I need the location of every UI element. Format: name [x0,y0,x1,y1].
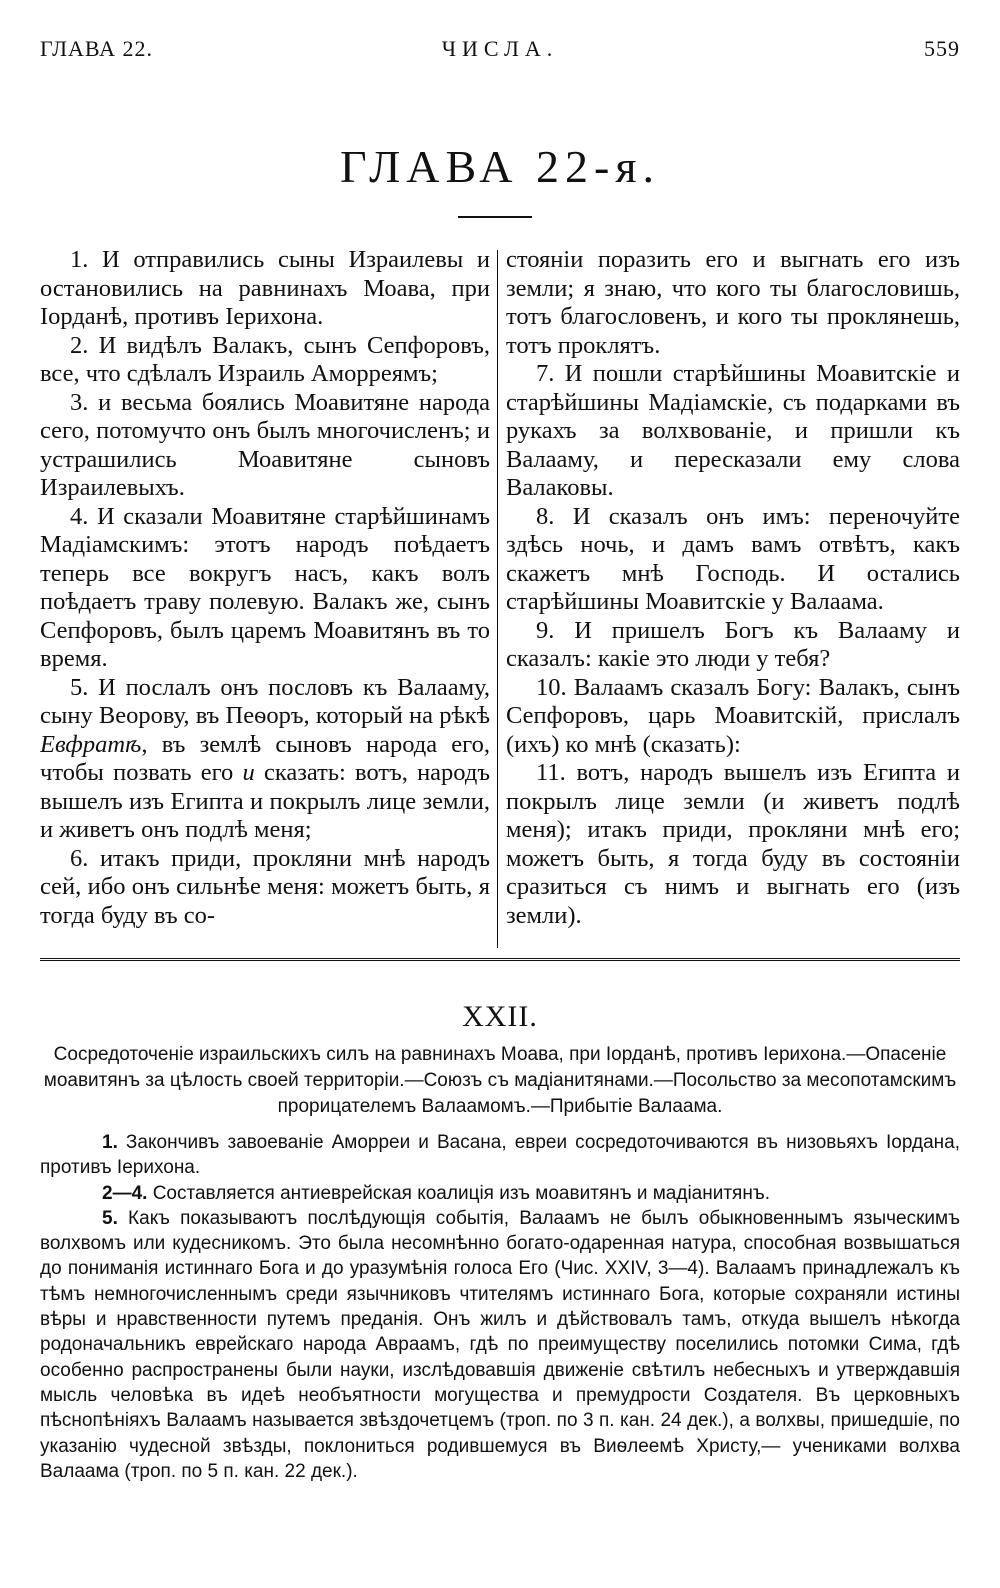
bible-text-columns [40,246,960,948]
verse-text: И пошли старѣйшины Моавитскіе и старѣйшины Мадіамскіе, съ подарками въ рукахъ за волхвованіе, и пришли къ Валааму, и пересказали ему слова Валаковы. [506,360,960,501]
verse-number: 3. [70,388,89,416]
verse [506,674,960,760]
commentary-summary: Сосредоточеніе израильскихъ силъ на равнинахъ Моава, при Іорданѣ, противъ Іерихона.—Опасеніе моавитянъ за цѣлость своей территоріи.—Союзъ съ мадіанитянами.—Посольство за месопотамскимъ прорицателемъ Валаамомъ.—Прибытіе Валаама. [43,1044,957,1117]
running-head [40,36,960,68]
verse-text: стояніи поразить его и выгнать его изъ земли; я знаю, что кого ты благословишь, тотъ благословенъ, и кого ты проклянешь, тотъ проклятъ. [506,246,960,359]
verse [506,617,960,674]
verse-number: 1. [70,246,89,273]
commentary-text: Закончивъ завоеваніе Аморреи и Васана, евреи сосредоточиваются въ низовьяхъ Іордана, противъ Іерихона. [40,1132,960,1179]
commentary-section-number: XXII. [462,1000,538,1033]
verse-number: 2. [70,331,89,359]
commentary-verse-ref: 2—4. [102,1182,148,1204]
right-column [506,246,960,948]
running-head-book: ЧИСЛА. [441,36,559,61]
verse-number: 10. [536,673,567,701]
commentary-paragraph [40,1181,960,1206]
verse [40,332,490,389]
verse-number: 11. [536,759,566,786]
running-head-chapter: ГЛАВА 22. [40,36,154,61]
column-divider [497,250,498,948]
commentary-text: Какъ показываютъ послѣдующія событія, Валаамъ не былъ обыкновеннымъ языческимъ волхвомъ или кудесникомъ. Это была несомнѣнно богато-одаренная натура, способная возвышаться до пониманія истиннаго Бога и до уразумѣнія голоса Его (Чис. XXIV, 3—4). Валаамъ принадлежалъ къ тѣмъ немногочисленнымъ среди язычниковъ чтителямъ истиннаго Бога, которые сохраняли истины вѣры и нравственности путемъ преданія. Онъ жилъ и дѣйствовалъ тамъ, откуда вышелъ нѣкогда родоначальникъ еврейскаго народа Авраамъ, гдѣ по преимуществу поселились потомки Сима, гдѣ особенно распространены были науки, изслѣдовавшія движеніе свѣтилъ небесныхъ и утверждавшія мысль человѣка въ идеѣ необъятности могущества и премудрости Создателя. Въ церковныхъ пѣснопѣніяхъ Валаамъ называется звѣздочетцемъ (троп. по 3 п. кан. 24 дек.), а волхвы, пришедшіе, по указанію чудесной звѣзды, поклониться родившемуся въ Виѳлеемѣ Христу,— учениками волхва Валаама (троп. по 5 п. кан. 22 дек.). [40,1207,960,1482]
page-number: 559 [924,36,960,61]
verse-number: 8. [536,502,555,530]
commentary-verse-ref: 5. [102,1207,118,1229]
verse-number: 4. [70,502,89,530]
chapter-title: ГЛАВА 22-я. [339,141,661,192]
verse-number: 9. [536,616,555,644]
verse-text: , въ землѣ сыновъ народа его, чтобы позвать его [40,730,490,786]
title-rule [458,216,532,218]
verse-text: Валаамъ сказалъ Богу: Валакъ, сынъ Сепфоровъ, царь Моавитскій, прислалъ (ихъ) ко мнѣ (сказать): [506,673,960,758]
verse-text: И пришелъ Богъ къ Валааму и сказалъ: какіе это люди у тебя? [506,616,960,672]
commentary-paragraph [40,1206,960,1484]
verse-text: И послалъ онъ пословъ къ Валааму, сыну Веорову, въ Пеѳоръ, который на рѣкѣ [40,673,490,729]
verse-text: И отправились сыны Израилевы и остановились на равнинахъ Моава, при Іорданѣ, противъ Іерихона. [40,246,490,330]
verse-number: 7. [536,360,555,387]
left-column [40,246,490,948]
verse-italic: и [242,759,255,786]
section-rule [40,958,960,961]
verse-number: 5. [70,673,89,701]
verse-text: итакъ приди, прокляни мнѣ народъ сей, ибо онъ сильнѣе меня: можетъ быть, я тогда буду въ со- [40,844,490,929]
verse-text: сказать: вотъ, народъ вышелъ изъ Египта и покрылъ лице земли, и живетъ онъ подлѣ меня; [40,759,490,843]
verse [40,674,490,845]
commentary-paragraph [40,1130,960,1181]
verse-text: и весьма боялись Моавитяне народа сего, потомучто онъ былъ многочисленъ; и устрашились Моавитяне сыновъ Израилевыхъ. [40,388,490,501]
verse-continuation [506,246,960,360]
verse-text: И сказалъ онъ имъ: переночуйте здѣсь ночь, и дамъ вамъ отвѣтъ, какъ скажетъ мнѣ Господь. И остались старѣйшины Моавитскіе у Валаама. [506,502,960,615]
commentary-verse-ref: 1. [102,1132,118,1153]
verse-text: вотъ, народъ вышелъ изъ Египта и покрылъ лице земли (и живетъ подлѣ меня); итакъ приди, прокляни мнѣ его; можетъ быть, я тогда буду въ состояніи сразиться съ нимъ и выгнать его (изъ земли). [506,759,960,929]
verse [506,759,960,930]
verse [40,389,490,503]
verse [40,503,490,674]
verse-italic: Евфратѣ [40,730,142,758]
verse [506,360,960,503]
verse-number: 6. [70,844,89,872]
commentary [40,1130,960,1484]
verse [506,503,960,617]
verse-text: И сказали Моавитяне старѣйшинамъ Мадіамскимъ: этотъ народъ поѣдаетъ теперь все вокругъ насъ, какъ волъ поѣдаетъ траву полевую. Валакъ же, сынъ Сепфоровъ, былъ царемъ Моавитянъ въ то время. [40,502,490,672]
verse [40,246,490,332]
verse [40,845,490,931]
verse-text: И видѣлъ Валакъ, сынъ Сепфоровъ, все, что сдѣлалъ Израиль Аморреямъ; [40,331,490,387]
commentary-text: Составляется антиеврейская коалиція изъ моавитянъ и мадіанитянъ. [147,1182,770,1204]
